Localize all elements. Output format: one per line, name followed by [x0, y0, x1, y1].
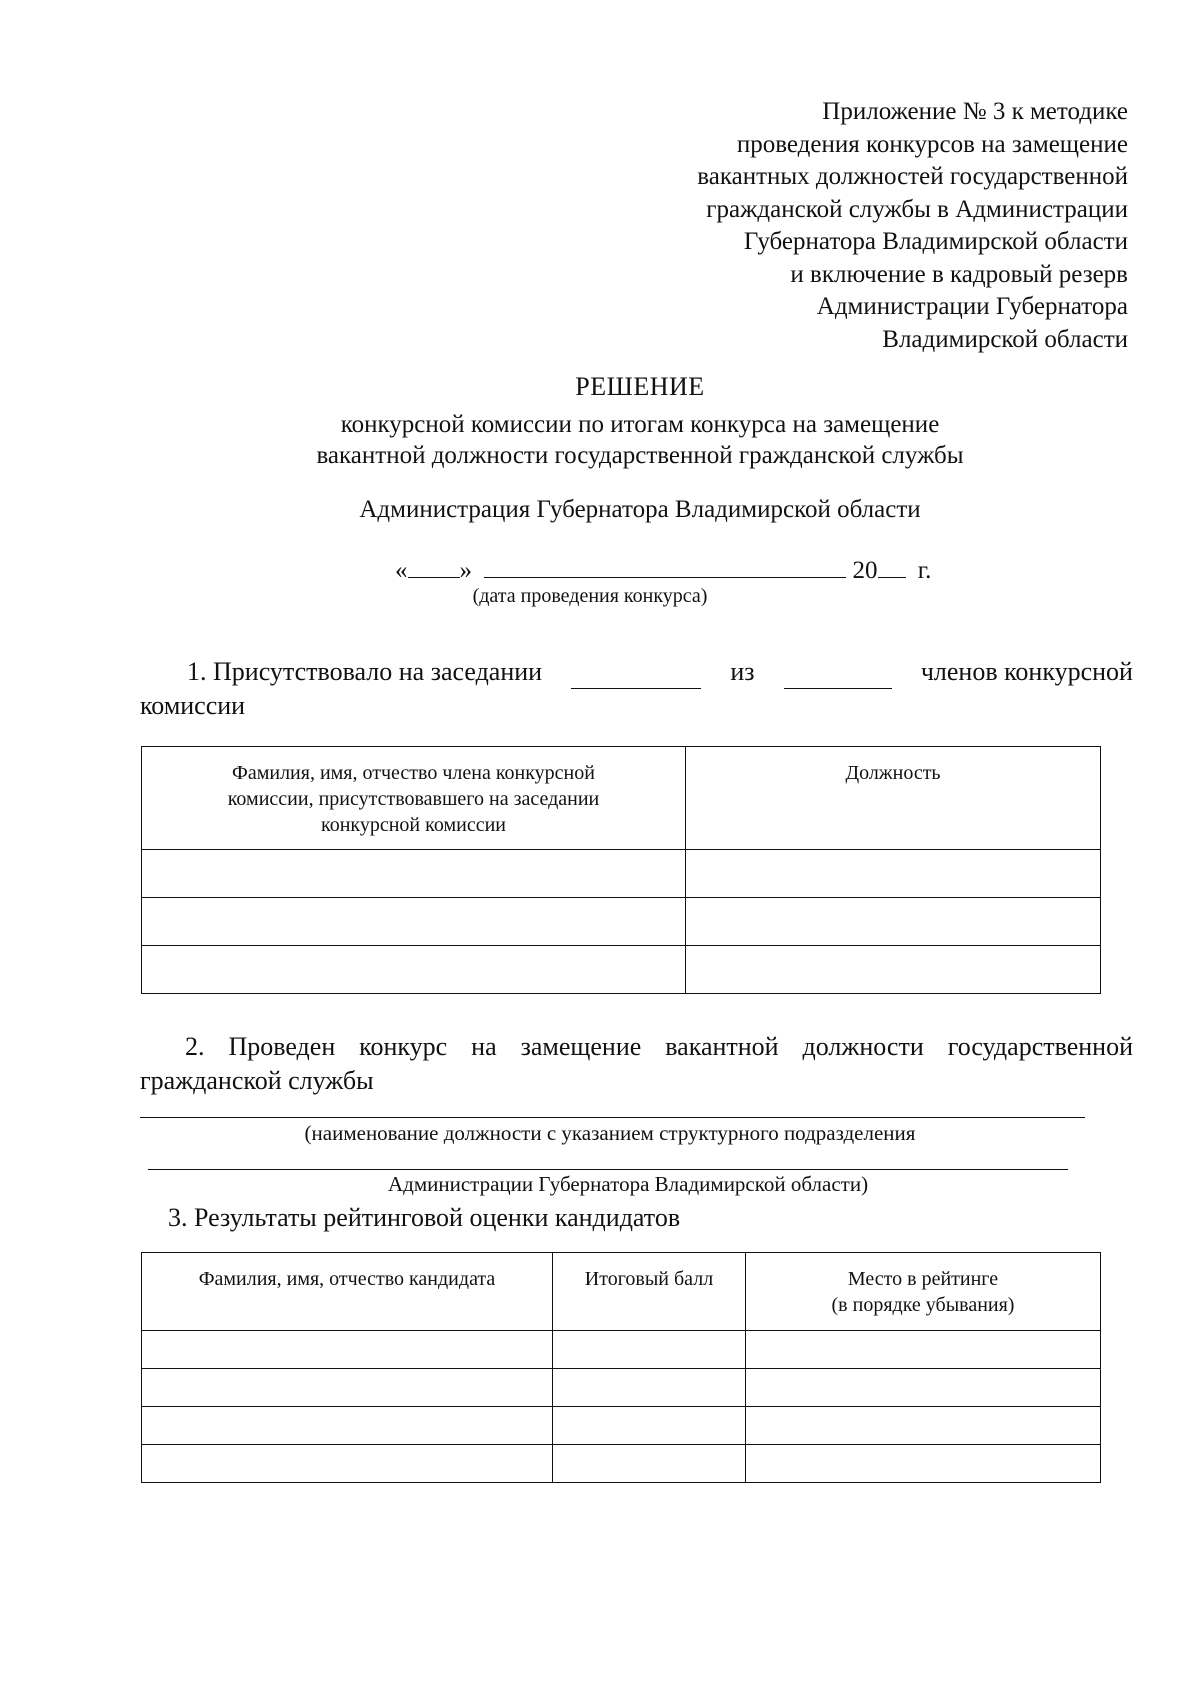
table-row: [142, 850, 1101, 898]
table-cell[interactable]: [553, 1331, 746, 1369]
document-subtitle: [0, 409, 1200, 471]
header-total-score: Итоговый балл: [553, 1253, 746, 1331]
present-count-blank: [571, 666, 701, 689]
day-blank: [408, 555, 460, 578]
item-1: [140, 655, 1133, 723]
table-cell[interactable]: [553, 1407, 746, 1445]
appendix-line: проведения конкурсов на замещение: [736, 130, 1128, 158]
table-header-row: [142, 1253, 1101, 1331]
position-name-line[interactable]: [140, 1117, 1085, 1118]
header-line: Фамилия, имя, отчество члена конкурсной: [232, 762, 595, 784]
header-line: (в порядке убывания): [831, 1294, 1015, 1316]
item-1-text-b: из: [730, 657, 755, 686]
table-row: [142, 946, 1101, 994]
position-caption-1: (наименование должности с указанием структурного подразделения: [304, 1121, 916, 1145]
date-line: [395, 555, 931, 585]
subtitle-line: вакантной должности государственной гражданской службы: [316, 442, 964, 469]
item-1-text-a: Присутствовало на заседании: [213, 657, 543, 686]
total-count-blank: [784, 666, 892, 689]
year-suffix: г.: [917, 557, 932, 584]
table-cell[interactable]: [746, 1407, 1101, 1445]
item-3: 3. Результаты рейтинговой оценки кандидатов: [168, 1203, 681, 1232]
commission-members-table: [141, 746, 1101, 994]
year-prefix: 20: [852, 557, 878, 584]
item-2-line-1: [140, 1030, 1133, 1064]
appendix-line: вакантных должностей государственной: [697, 163, 1128, 190]
appendix-block: [428, 96, 1128, 356]
table-cell[interactable]: [142, 1331, 553, 1369]
table-header-row: [142, 747, 1101, 850]
item-1-continuation: комиссии: [140, 691, 246, 720]
subtitle-line: конкурсной комиссии по итогам конкурса на замещение: [340, 411, 940, 438]
appendix-line: Приложение № 3 к методике: [822, 98, 1128, 125]
header-member-name: [142, 747, 686, 850]
appendix-line: Губернатора Владимирской области: [743, 228, 1128, 255]
date-caption: (дата проведения конкурса): [472, 585, 708, 607]
header-rating-place: [746, 1253, 1101, 1331]
position-name-line-2[interactable]: [148, 1169, 1068, 1170]
table-cell[interactable]: [746, 1369, 1101, 1407]
header-position: Должность: [686, 747, 1101, 850]
table-cell[interactable]: [142, 850, 686, 898]
table-cell[interactable]: [686, 946, 1101, 994]
month-blank: [484, 555, 846, 578]
table-row: [142, 1445, 1101, 1483]
table-cell[interactable]: [142, 1369, 553, 1407]
appendix-line: гражданской службы в Администрации: [706, 195, 1128, 223]
document-title: РЕШЕНИЕ: [575, 372, 705, 401]
year-blank: [878, 555, 906, 578]
table-cell[interactable]: [686, 898, 1101, 946]
table-cell[interactable]: [686, 850, 1101, 898]
table-cell[interactable]: [553, 1369, 746, 1407]
table-row: [142, 1369, 1101, 1407]
table-row: [142, 1407, 1101, 1445]
header-line: конкурсной комиссии: [321, 814, 506, 836]
table-cell[interactable]: [142, 946, 686, 994]
item-2: [140, 1030, 1133, 1098]
appendix-line: и включение в кадровый резерв: [790, 260, 1128, 288]
table-cell[interactable]: [142, 1407, 553, 1445]
organization-name: Администрация Губернатора Владимирской области: [359, 496, 921, 523]
table-cell[interactable]: [553, 1445, 746, 1483]
table-row: [142, 1331, 1101, 1369]
item-1-line: [140, 655, 1133, 689]
header-line: Место в рейтинге: [847, 1268, 999, 1290]
date-open-quote: «: [395, 557, 408, 584]
table-cell[interactable]: [142, 1445, 553, 1483]
table-cell[interactable]: [746, 1331, 1101, 1369]
table-row: [142, 898, 1101, 946]
item-1-text-c: членов конкурсной: [920, 657, 1133, 686]
appendix-line: Администрации Губернатора: [816, 293, 1128, 320]
candidate-rating-table: [141, 1252, 1101, 1483]
item-1-number: 1.: [187, 657, 207, 686]
header-candidate-name: Фамилия, имя, отчество кандидата: [142, 1253, 553, 1331]
table-cell[interactable]: [746, 1445, 1101, 1483]
header-line: комиссии, присутствовавшего на заседании: [227, 788, 600, 810]
date-close-quote: »: [459, 557, 472, 584]
item-2-number: 2.: [185, 1032, 205, 1061]
item-2-line-2: гражданской службы: [140, 1066, 374, 1095]
item-1-text: [187, 655, 542, 689]
table-cell[interactable]: [142, 898, 686, 946]
appendix-line: Владимирской области: [882, 325, 1128, 353]
item-2-text: Проведен конкурс на замещение вакантной должности государственной: [228, 1032, 1134, 1061]
position-caption-2: Администрации Губернатора Владимирской области): [388, 1172, 869, 1196]
